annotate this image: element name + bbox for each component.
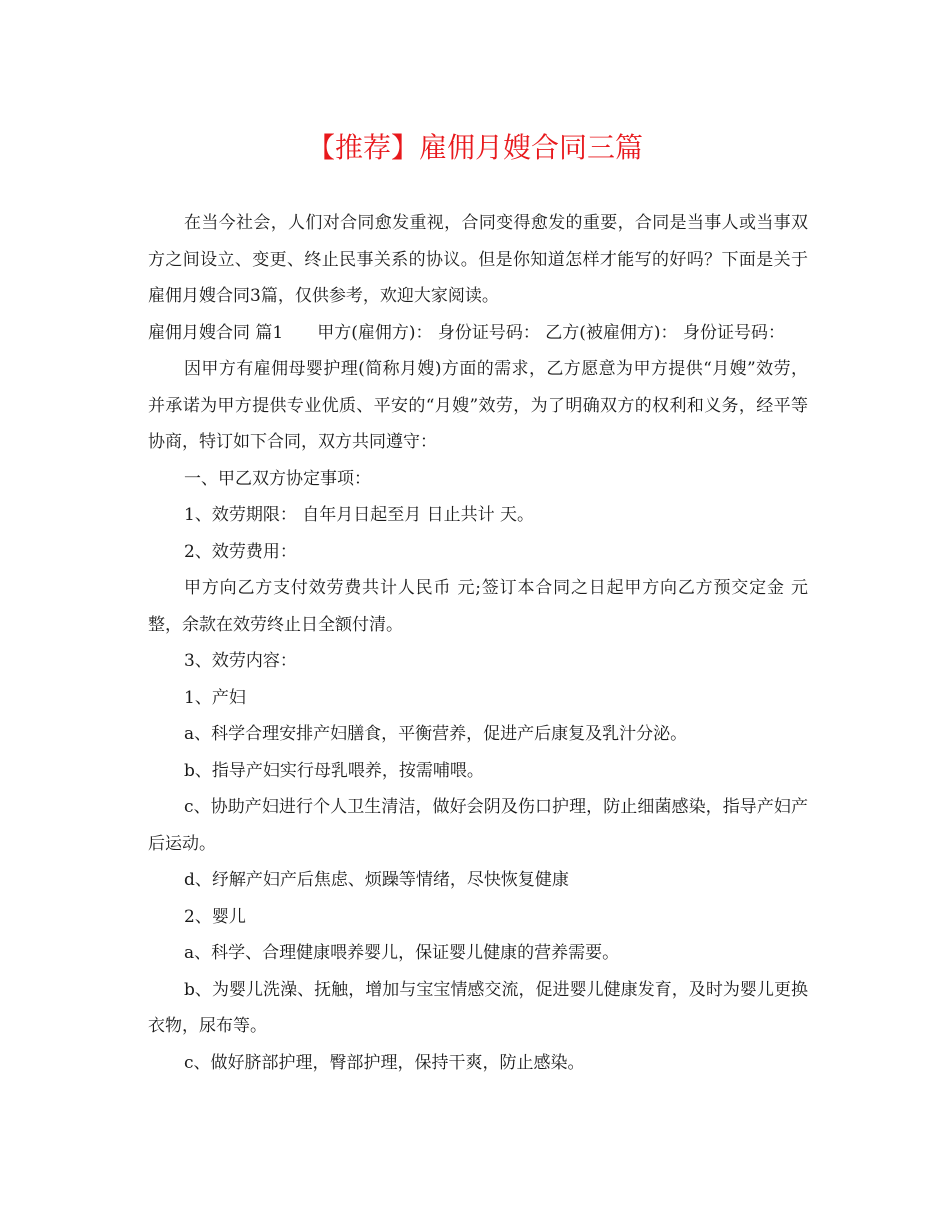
list-item: a、科学、合理健康喂养婴儿，保证婴儿健康的营养需要。	[184, 943, 620, 963]
list-item: d、纾解产妇产后焦虑、烦躁等情绪，尽快恢复健康	[184, 870, 569, 890]
clause-service-fee-heading: 2、效劳费用：	[184, 541, 297, 562]
contract-preamble: 因甲方有雇佣母婴护理(简称月嫂)方面的需求，乙方愿意为甲方提供“月嫂”效劳，并承诺为甲方提供专业优质、平安的“月嫂”效劳，为了明确双方的权利和义务，经平等协商，特订如下合同，双方共同遵守：	[148, 359, 808, 452]
list-item: b、指导产妇实行母乳喂养，按需哺喂。	[184, 760, 484, 781]
intro-paragraph: 在当今社会，人们对合同愈发重视，合同变得愈发的重要，合同是当事人或当事双方之间设立、变更、终止民事关系的协议。但是你知道怎样才能写的好吗？下面是关于雇佣月嫂合同3篇，仅供参考，欢迎大家阅读。	[148, 213, 808, 306]
clause-service-period: 1、效劳期限： 自年月日起至月 日止共计 天。	[184, 505, 535, 525]
clause-service-fee-detail: 甲方向乙方支付效劳费共计人民币 元;签订本合同之日起甲方向乙方预交定金 元整，余款在效劳终止日全额付清。	[148, 578, 808, 635]
list-item: c、协助产妇进行个人卫生清洁，做好会阴及伤口护理，防止细菌感染，指导产妇产后运动。	[148, 797, 808, 854]
document-body	[148, 205, 808, 1081]
subsection-infant: 2、婴儿	[184, 906, 246, 927]
list-item: b、为婴儿洗澡、抚触，增加与宝宝情感交流，促进婴儿健康发育，及时为婴儿更换衣物，尿布等。	[148, 979, 808, 1036]
list-item: c、做好脐部护理，臀部护理，保持干爽，防止感染。	[184, 1052, 585, 1073]
subsection-mother: 1、产妇	[184, 687, 246, 708]
list-item: a、科学合理安排产妇膳食，平衡营养，促进产后康复及乳汁分泌。	[184, 724, 688, 744]
section-heading-agreement: 一、甲乙双方协定事项：	[184, 468, 371, 489]
clause-service-content-heading: 3、效劳内容：	[184, 651, 297, 671]
contract-heading-parties: 雇佣月嫂合同 篇1 甲方(雇佣方)： 身份证号码： 乙方(被雇佣方)： 身份证号码：	[148, 322, 785, 343]
document-title: 【推荐】雇佣月嫂合同三篇	[306, 131, 643, 164]
